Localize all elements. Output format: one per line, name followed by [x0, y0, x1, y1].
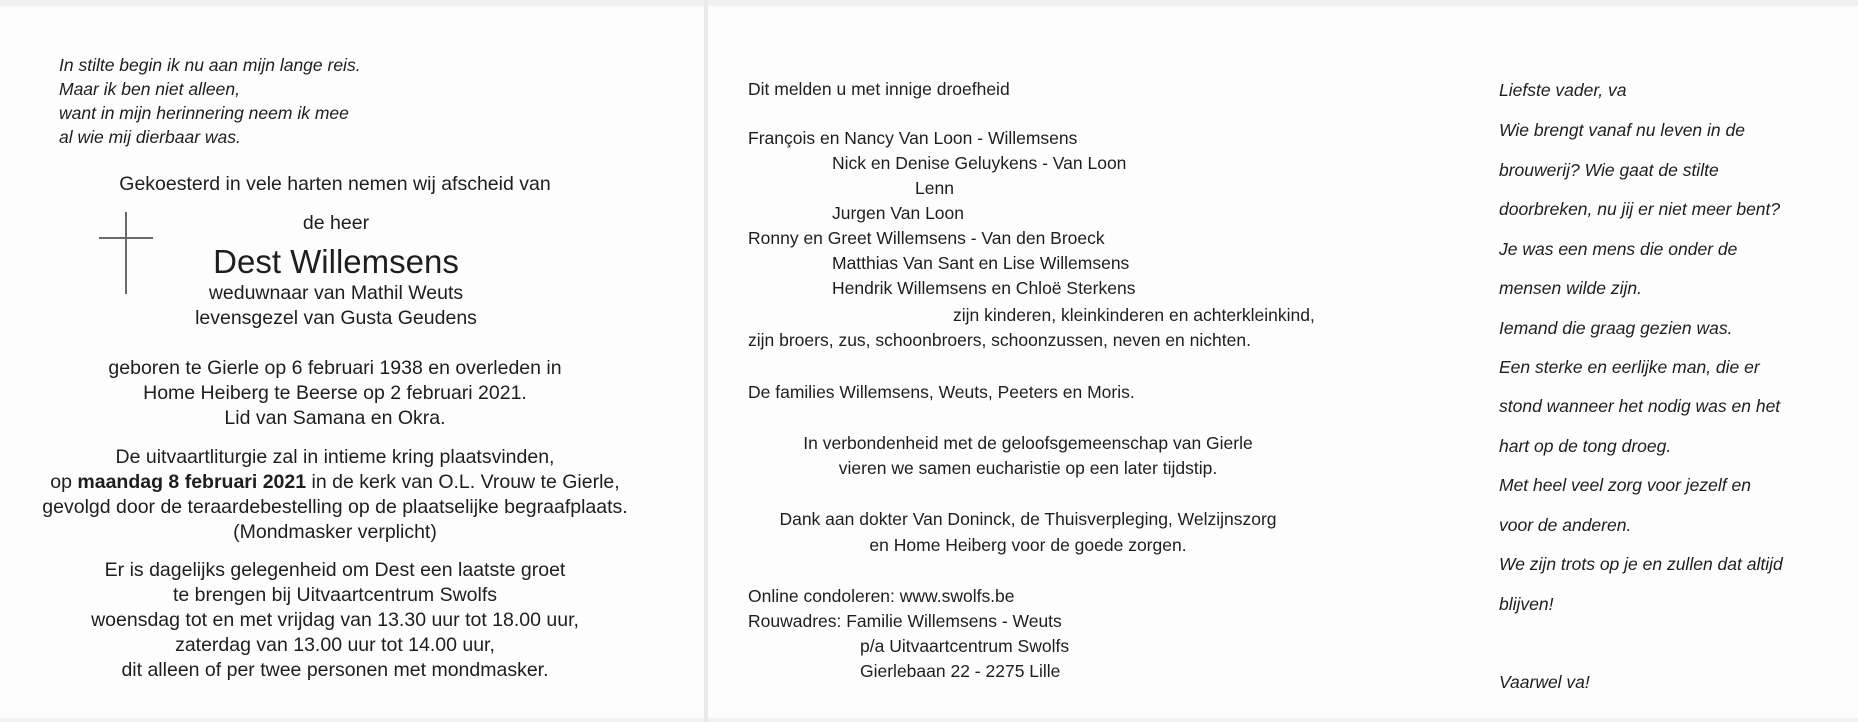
- family-member: Lenn: [915, 178, 954, 198]
- tribute-line: Met heel veel zorg voor jezelf en: [1499, 475, 1751, 495]
- family-member: Hendrik Willemsens en Chloë Sterkens: [832, 278, 1136, 298]
- poem-line: al wie mij dierbaar was.: [59, 127, 241, 147]
- thanks-line: en Home Heiberg voor de goede zorgen.: [869, 535, 1187, 555]
- online-condolences: Online condoleren: www.swolfs.be: [748, 586, 1015, 606]
- tribute-line: blijven!: [1499, 594, 1554, 614]
- address-line: p/a Uitvaartcentrum Swolfs: [860, 636, 1070, 656]
- mourning-address: Rouwadres: Familie Willemsens - Weuts: [748, 611, 1062, 631]
- tribute-farewell: Vaarwel va!: [1499, 672, 1590, 692]
- tribute-line: We zijn trots op je en zullen dat altijd: [1499, 554, 1783, 574]
- tribute-line: hart op de tong droeg.: [1499, 436, 1672, 456]
- visitation-line: Er is dagelijks gelegenheid om Dest een laatste groet: [104, 559, 566, 581]
- tribute-line: Je was een mens die onder de: [1499, 239, 1738, 259]
- visitation-line: dit alleen of per twee personen met mondmasker.: [121, 659, 549, 681]
- tribute-line: Wie brengt vanaf nu leven in de: [1499, 120, 1745, 140]
- tribute-line: stond wanneer het nodig was en het: [1499, 396, 1781, 416]
- funeral-date: maandag 8 februari 2021: [77, 471, 307, 493]
- family-member: Jurgen Van Loon: [832, 203, 965, 223]
- tribute-line: Een sterke en eerlijke man, die er: [1499, 357, 1760, 377]
- tribute-line: brouwerij? Wie gaat de stilte: [1499, 160, 1719, 180]
- family-member: Matthias Van Sant en Lise Willemsens: [832, 253, 1130, 273]
- birth-death-line: geboren te Gierle op 6 februari 1938 en overleden in: [108, 357, 562, 379]
- farewell-intro: Gekoesterd in vele harten nemen wij afscheid van: [119, 173, 551, 195]
- partner-line: levensgezel van Gusta Geudens: [195, 307, 477, 329]
- tribute-line: voor de anderen.: [1499, 515, 1632, 535]
- burial-line: gevolgd door de teraardebestelling op de plaatselijke begraafplaats.: [42, 496, 628, 518]
- funeral-line: De uitvaartliturgie zal in intieme kring plaatsvinden,: [115, 446, 555, 468]
- descendants-line: zijn kinderen, kleinkinderen en achterkleinkind,: [953, 305, 1315, 325]
- families-line: De families Willemsens, Weuts, Peeters en Moris.: [748, 382, 1135, 402]
- family-member: François en Nancy Van Loon - Willemsens: [748, 128, 1078, 148]
- church-line: vieren we samen eucharistie op een later tijdstip.: [838, 458, 1218, 478]
- membership-line: Lid van Samana en Okra.: [224, 407, 446, 429]
- tribute-line: Iemand die graag gezien was.: [1499, 318, 1733, 338]
- poem-line: In stilte begin ik nu aan mijn lange reis.: [59, 55, 361, 75]
- death-place-line: Home Heiberg te Beerse op 2 februari 2021.: [143, 382, 527, 404]
- siblings-line: zijn broers, zus, schoonbroers, schoonzussen, neven en nichten.: [748, 330, 1251, 350]
- address-line: Gierlebaan 22 - 2275 Lille: [860, 661, 1061, 681]
- church-line: In verbondenheid met de geloofsgemeenschap van Gierle: [803, 433, 1253, 453]
- tribute-greeting: Liefste vader, va: [1499, 80, 1627, 100]
- deceased-name: Dest Willemsens: [213, 243, 459, 280]
- family-member: Ronny en Greet Willemsens - Van den Broeck: [748, 228, 1105, 248]
- tribute-line: mensen wilde zijn.: [1499, 278, 1642, 298]
- widower-line: weduwnaar van Mathil Weuts: [208, 282, 464, 304]
- family-member: Nick en Denise Geluykens - Van Loon: [832, 153, 1127, 173]
- mask-note: (Mondmasker verplicht): [233, 521, 437, 543]
- family-intro: Dit melden u met innige droefheid: [748, 79, 1010, 99]
- thanks-line: Dank aan dokter Van Doninck, de Thuisverpleging, Welzijnszorg: [779, 509, 1277, 529]
- tribute-line: doorbreken, nu jij er niet meer bent?: [1499, 199, 1781, 219]
- visitation-line: te brengen bij Uitvaartcentrum Swolfs: [172, 584, 498, 606]
- visitation-line: woensdag tot en met vrijdag van 13.30 uur tot 18.00 uur,: [91, 609, 579, 631]
- honorific: de heer: [302, 212, 370, 234]
- funeral-date-line: op maandag 8 februari 2021 in de kerk van O.L. Vrouw te Gierle,: [50, 471, 620, 493]
- poem-line: Maar ik ben niet alleen,: [59, 79, 240, 99]
- poem-line: want in mijn herinnering neem ik mee: [59, 103, 349, 123]
- visitation-line: zaterdag van 13.00 uur tot 14.00 uur,: [175, 634, 495, 656]
